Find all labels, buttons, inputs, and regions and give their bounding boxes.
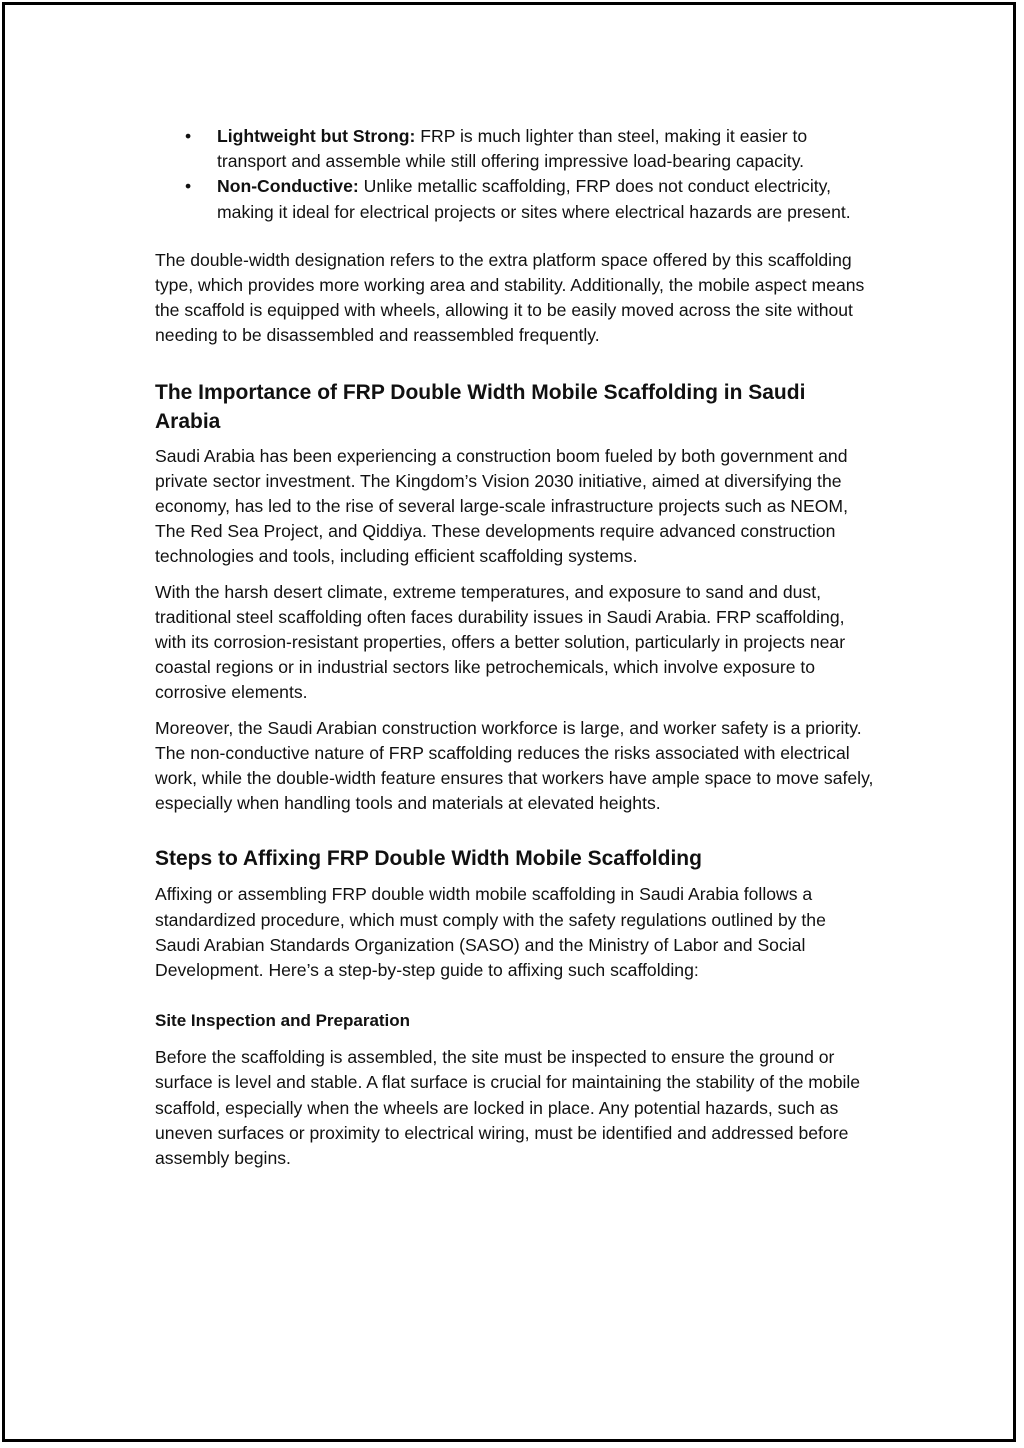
bullet-dot-icon: • <box>185 176 192 197</box>
bullet-text: Unlike metallic scaffolding, FRP does not conduct electricity, making it ideal for electrical projects or sites where electrical hazards are present. <box>217 176 851 222</box>
site-inspection-paragraph: Before the scaffolding is assembled, the site must be inspected to ensure the ground or surface is level and stable. A flat surface is crucial for maintaining the stability of the mobile scaffold, especially when the wheels are locked in place. Any potential hazards, such as uneven surfaces or proximity to electrical wiring, must be identified and addressed before assembly begins. <box>155 1047 861 1169</box>
bullet-item-lightweight <box>155 124 875 174</box>
bullet-lead: Non-Conductive: <box>217 176 359 197</box>
subsection-heading-site-inspection: Site Inspection and Preparation <box>155 1011 411 1031</box>
importance-paragraph-1: Saudi Arabia has been experiencing a construction boom fueled by both government and private sector investment. The Kingdom’s Vision 2030 initiative, aimed at diversifying the economy, has led to the rise of several large-scale infrastructure projects such as NEOM, The Red Sea Project, and Qiddiya. These developments require advanced construction technologies and tools, including efficient scaffolding systems. <box>155 445 848 567</box>
bullet-dot-icon: • <box>185 126 192 146</box>
section-heading-steps: Steps to Affixing FRP Double Width Mobile Scaffolding <box>155 847 702 871</box>
bullet-text: FRP is much lighter than steel, making it easier to transport and assemble while still offering impressive load-bearing capacity. <box>217 126 808 172</box>
bullet-lead: Lightweight but Strong: <box>217 126 416 146</box>
steps-paragraph: Affixing or assembling FRP double width mobile scaffolding in Saudi Arabia follows a standardized procedure, which must comply with the safety regulations outlined by the Saudi Arabian Standards Organization (SASO) and the Ministry of Labor and Social Development. Here’s a step-by-step guide to affixing such scaffolding: <box>155 884 826 981</box>
section-heading-importance: The Importance of FRP Double Width Mobile Scaffolding in Saudi Arabia <box>155 380 806 433</box>
importance-paragraph-2: With the harsh desert climate, extreme temperatures, and exposure to sand and dust, traditional steel scaffolding often faces durability issues in Saudi Arabia. FRP scaffolding, with its corrosion-resistant properties, offers a better solution, particularly in projects near coastal regions or in industrial sectors like petrochemicals, which involve exposure to corrosive elements. <box>155 581 846 703</box>
intro-paragraph: The double-width designation refers to the extra platform space offered by this scaffolding type, which provides more working area and stability. Additionally, the mobile aspect means the scaffold is equipped with wheels, allowing it to be easily moved across the site without needing to be disassembled and reassembled frequently. <box>155 249 865 346</box>
importance-paragraph-3: Moreover, the Saudi Arabian construction workforce is large, and worker safety is a priority. The non-conductive nature of FRP scaffolding reduces the risks associated with electrical work, while the double-width feature ensures that workers have ample space to move safely, especially when handling tools and materials at elevated heights. <box>155 717 874 814</box>
feature-bullet-list <box>155 124 875 225</box>
document-body <box>155 124 875 1171</box>
bullet-item-non-conductive <box>155 174 875 224</box>
